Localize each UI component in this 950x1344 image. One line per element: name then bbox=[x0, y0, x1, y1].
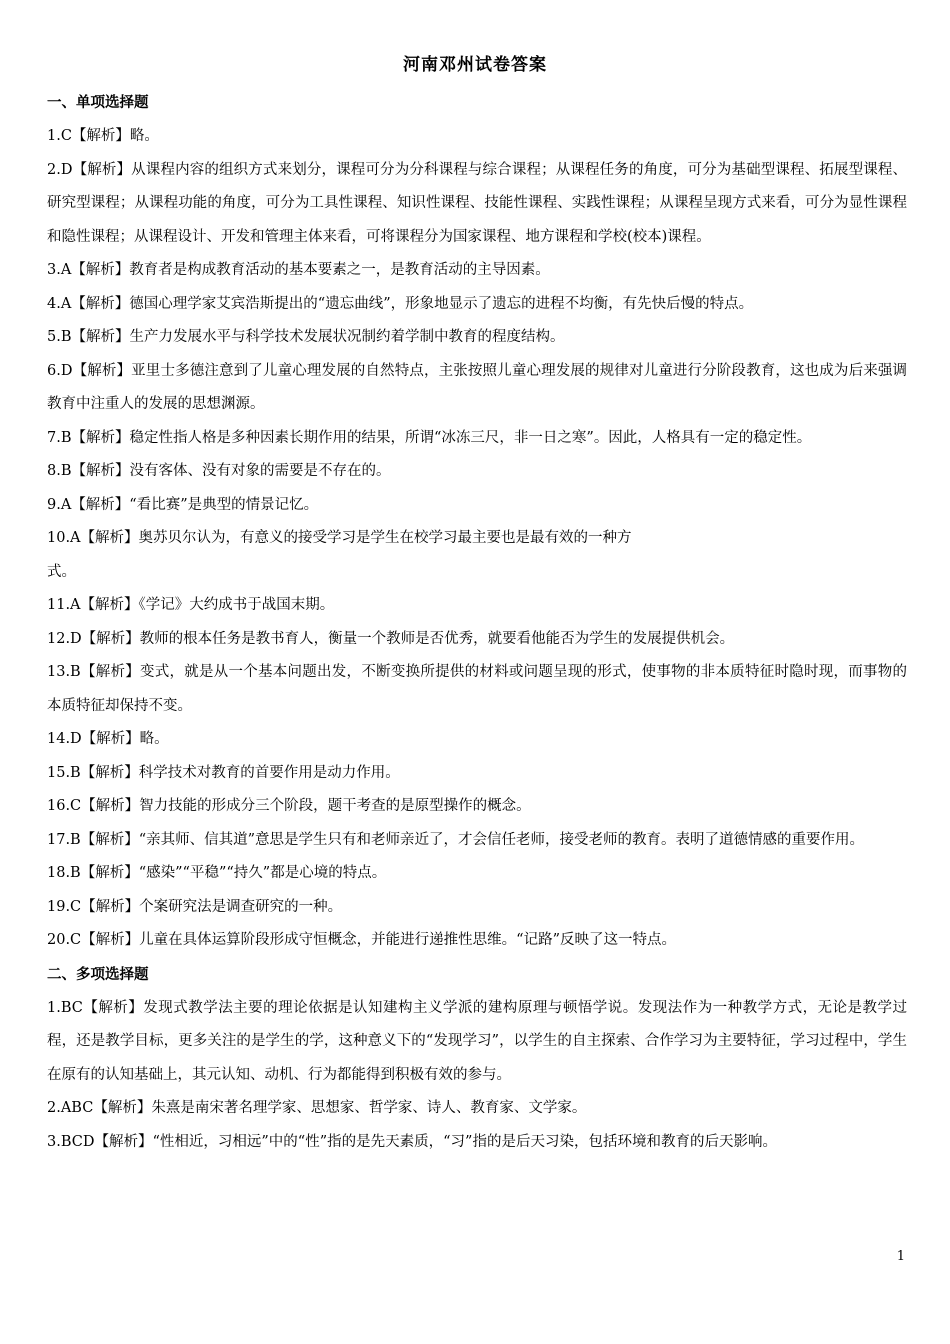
answer-item-line: 式。 bbox=[47, 563, 76, 580]
answer-item: 20.C【解析】儿童在具体运算阶段形成守恒概念，并能进行递推性思维。“记路”反映了这一特点。 bbox=[47, 932, 676, 948]
answer-item: 5.B【解析】生产力发展水平与科学技术发展状况制约着学制中教育的程度结构。 bbox=[47, 329, 565, 345]
answer-item: 1.BC【解析】发现式教学法主要的理论依据是认知建构主义学派的建构原理与顿悟学说。发现法作为一种教学方式，无论是教学过程，还是教学目标，更多关注的是学生的学，这种意义下的“发现学习”，以学生的自主探索、合作学习为主要特征，学习过程中，学生在原有的认知基础上，其元认知、动机、行为都能得到积极有效的参与。 bbox=[47, 999, 907, 1083]
section-heading-single-choice: 一、单项选择题 bbox=[47, 95, 149, 111]
answer-item: 7.B【解析】稳定性指人格是多种因素长期作用的结果，所谓“冰冻三尺，非一日之寒”。因此，人格具有一定的稳定性。 bbox=[47, 429, 812, 446]
section-heading-multiple-choice: 二、多项选择题 bbox=[47, 966, 149, 983]
answer-item: 4.A【解析】德国心理学家艾宾浩斯提出的“遗忘曲线”，形象地显示了遗忘的进程不均衡，有先快后慢的特点。 bbox=[47, 295, 754, 312]
answer-item: 19.C【解析】个案研究法是调查研究的一种。 bbox=[47, 898, 343, 915]
answer-item: 16.C【解析】智力技能的形成分三个阶段，题干考查的是原型操作的概念。 bbox=[47, 798, 531, 814]
answer-item: 11.A【解析】《学记》大约成书于战国末期。 bbox=[47, 597, 335, 613]
answer-item: 12.D【解析】教师的根本任务是教书育人，衡量一个教师是否优秀，就要看他能否为学生的发展提供机会。 bbox=[47, 630, 735, 647]
answer-item: 13.B【解析】变式，就是从一个基本问题出发，不断变换所提供的材料或问题呈现的形式，使事物的非本质特征时隐时现，而事物的本质特征却保持不变。 bbox=[47, 664, 907, 714]
answer-item: 17.B【解析】“亲其师、信其道”意思是学生只有和老师亲近了，才会信任老师，接受老师的教育。表明了道德情感的重要作用。 bbox=[47, 831, 865, 848]
answer-content bbox=[47, 86, 907, 1159]
answer-item: 1.C【解析】略。 bbox=[47, 128, 159, 144]
answer-item-line: 10.A【解析】奥苏贝尔认为，有意义的接受学习是学生在校学习最主要也是最有效的一种方 bbox=[47, 530, 632, 546]
answer-item: 15.B【解析】科学技术对教育的首要作用是动力作用。 bbox=[47, 764, 400, 781]
answer-item: 8.B【解析】没有客体、没有对象的需要是不存在的。 bbox=[47, 463, 391, 479]
document-title: 河南邓州试卷答案 bbox=[403, 55, 547, 75]
answer-item: 18.B【解析】“感染”“平稳”“持久”都是心境的特点。 bbox=[47, 865, 387, 881]
answer-item: 6.D【解析】亚里士多德注意到了儿童心理发展的自然特点，主张按照儿童心理发展的规律对儿童进行分阶段教育，这也成为后来强调教育中注重人的发展的思想渊源。 bbox=[47, 362, 907, 412]
answer-item: 2.ABC【解析】朱熹是南宋著名理学家、思想家、哲学家、诗人、教育家、文学家。 bbox=[47, 1100, 587, 1116]
answer-item: 2.D【解析】从课程内容的组织方式来划分，课程可分为分科课程与综合课程；从课程任务的角度，可分为基础型课程、拓展型课程、研究型课程；从课程功能的角度，可分为工具性课程、知识性课程、技能性课程、实践性课程；从课程呈现方式来看，可分为显性课程和隐性课程；从课程设计、开发和管理主体来看，可将课程分为国家课程、地方课程和学校(校本)课程。 bbox=[47, 161, 907, 245]
answer-item: 9.A【解析】“看比赛”是典型的情景记忆。 bbox=[47, 496, 319, 513]
answer-item: 3.A【解析】教育者是构成教育活动的基本要素之一，是教育活动的主导因素。 bbox=[47, 262, 550, 278]
answer-item: 3.BCD【解析】“性相近，习相远”中的“性”指的是先天素质，“习”指的是后天习染，包括环境和教育的后天影响。 bbox=[47, 1133, 777, 1150]
answer-item: 14.D【解析】略。 bbox=[47, 731, 169, 747]
page-number: 1 bbox=[896, 1249, 905, 1264]
